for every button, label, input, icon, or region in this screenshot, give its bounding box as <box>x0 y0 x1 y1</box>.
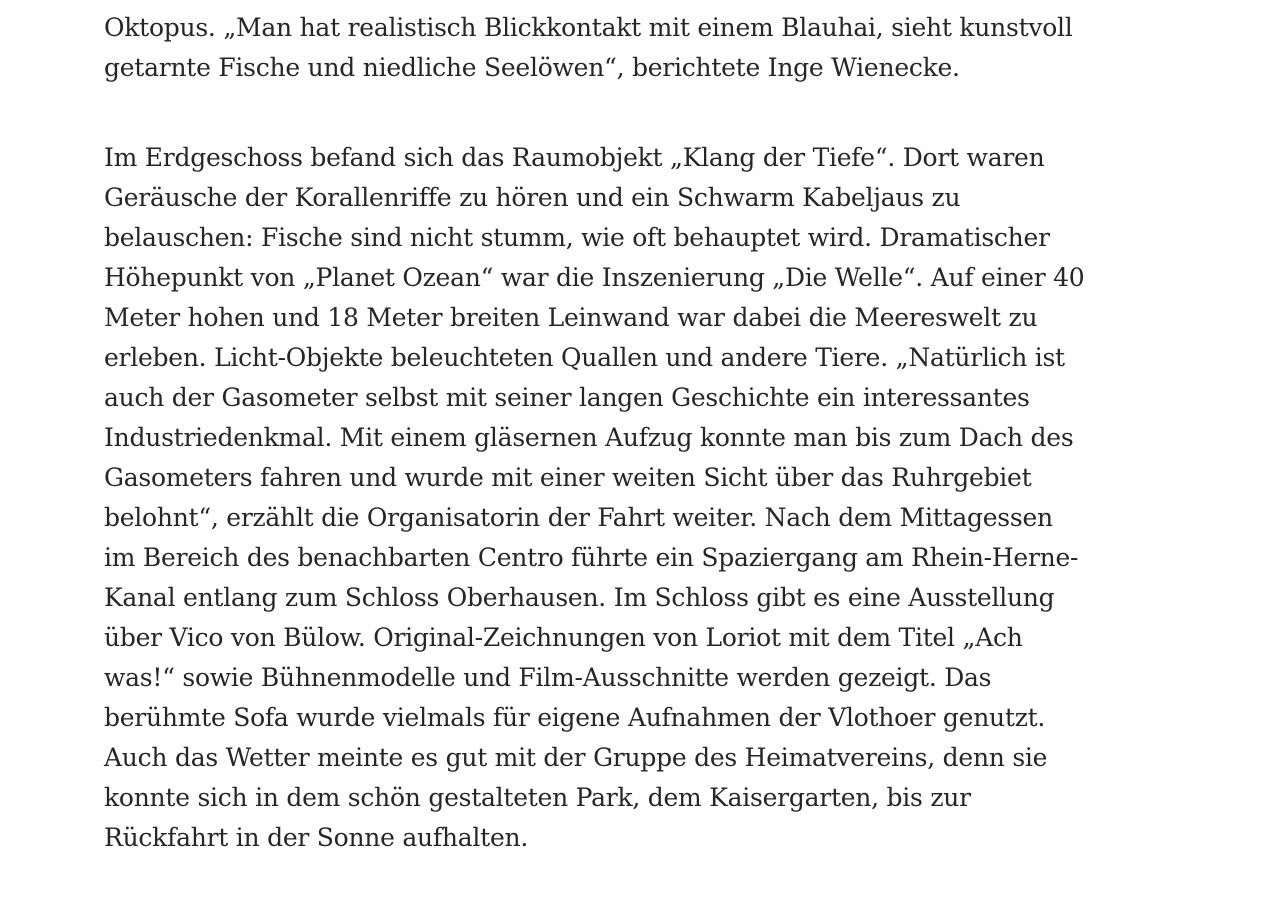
text-line: Geräusche der Korallenriffe zu hören und ein Schwarm Kabeljaus zu <box>104 183 961 212</box>
text-line: was!“ sowie Bühnenmodelle und Film-Ausschnitte werden gezeigt. Das <box>104 663 992 692</box>
text-line: über Vico von Bülow. Original-Zeichnungen von Loriot mit dem Titel „Ach <box>104 623 1023 652</box>
text-line: im Bereich des benachbarten Centro führte ein Spaziergang am Rhein-Herne- <box>104 543 1079 572</box>
text-line: Höhepunkt von „Planet Ozean“ war die Inszenierung „Die Welle“. Auf einer 40 <box>104 263 1085 292</box>
text-line: erleben. Licht-Objekte beleuchteten Quallen und andere Tiere. „Natürlich ist <box>104 343 1065 372</box>
text-line: Industriedenkmal. Mit einem gläsernen Aufzug konnte man bis zum Dach des <box>104 423 1074 452</box>
paragraph-1 <box>104 8 1254 88</box>
text-line: auch der Gasometer selbst mit seiner langen Geschichte ein interessantes <box>104 383 1030 412</box>
text-line: Kanal entlang zum Schloss Oberhausen. Im Schloss gibt es eine Ausstellung <box>104 583 1055 612</box>
text-line: Oktopus. „Man hat realistisch Blickkontakt mit einem Blauhai, sieht kunstvoll <box>104 13 1073 42</box>
text-line: Rückfahrt in der Sonne aufhalten. <box>104 823 529 852</box>
text-line: belauschen: Fische sind nicht stumm, wie oft behauptet wird. Dramatischer <box>104 223 1050 252</box>
text-line: Gasometers fahren und wurde mit einer weiten Sicht über das Ruhrgebiet <box>104 463 1032 492</box>
text-line: konnte sich in dem schön gestalteten Park, dem Kaisergarten, bis zur <box>104 783 971 812</box>
text-line: belohnt“, erzählt die Organisatorin der Fahrt weiter. Nach dem Mittagessen <box>104 503 1053 532</box>
text-line: Im Erdgeschoss befand sich das Raumobjekt „Klang der Tiefe“. Dort waren <box>104 143 1045 172</box>
paragraph-2 <box>104 138 1254 858</box>
text-line: berühmte Sofa wurde vielmals für eigene Aufnahmen der Vlothoer genutzt. <box>104 703 1046 732</box>
text-line: Meter hohen und 18 Meter breiten Leinwand war dabei die Meereswelt zu <box>104 303 1038 332</box>
text-line: Auch das Wetter meinte es gut mit der Gruppe des Heimatvereins, denn sie <box>104 743 1048 772</box>
text-line: getarnte Fische und niedliche Seelöwen“, berichtete Inge Wienecke. <box>104 53 960 82</box>
